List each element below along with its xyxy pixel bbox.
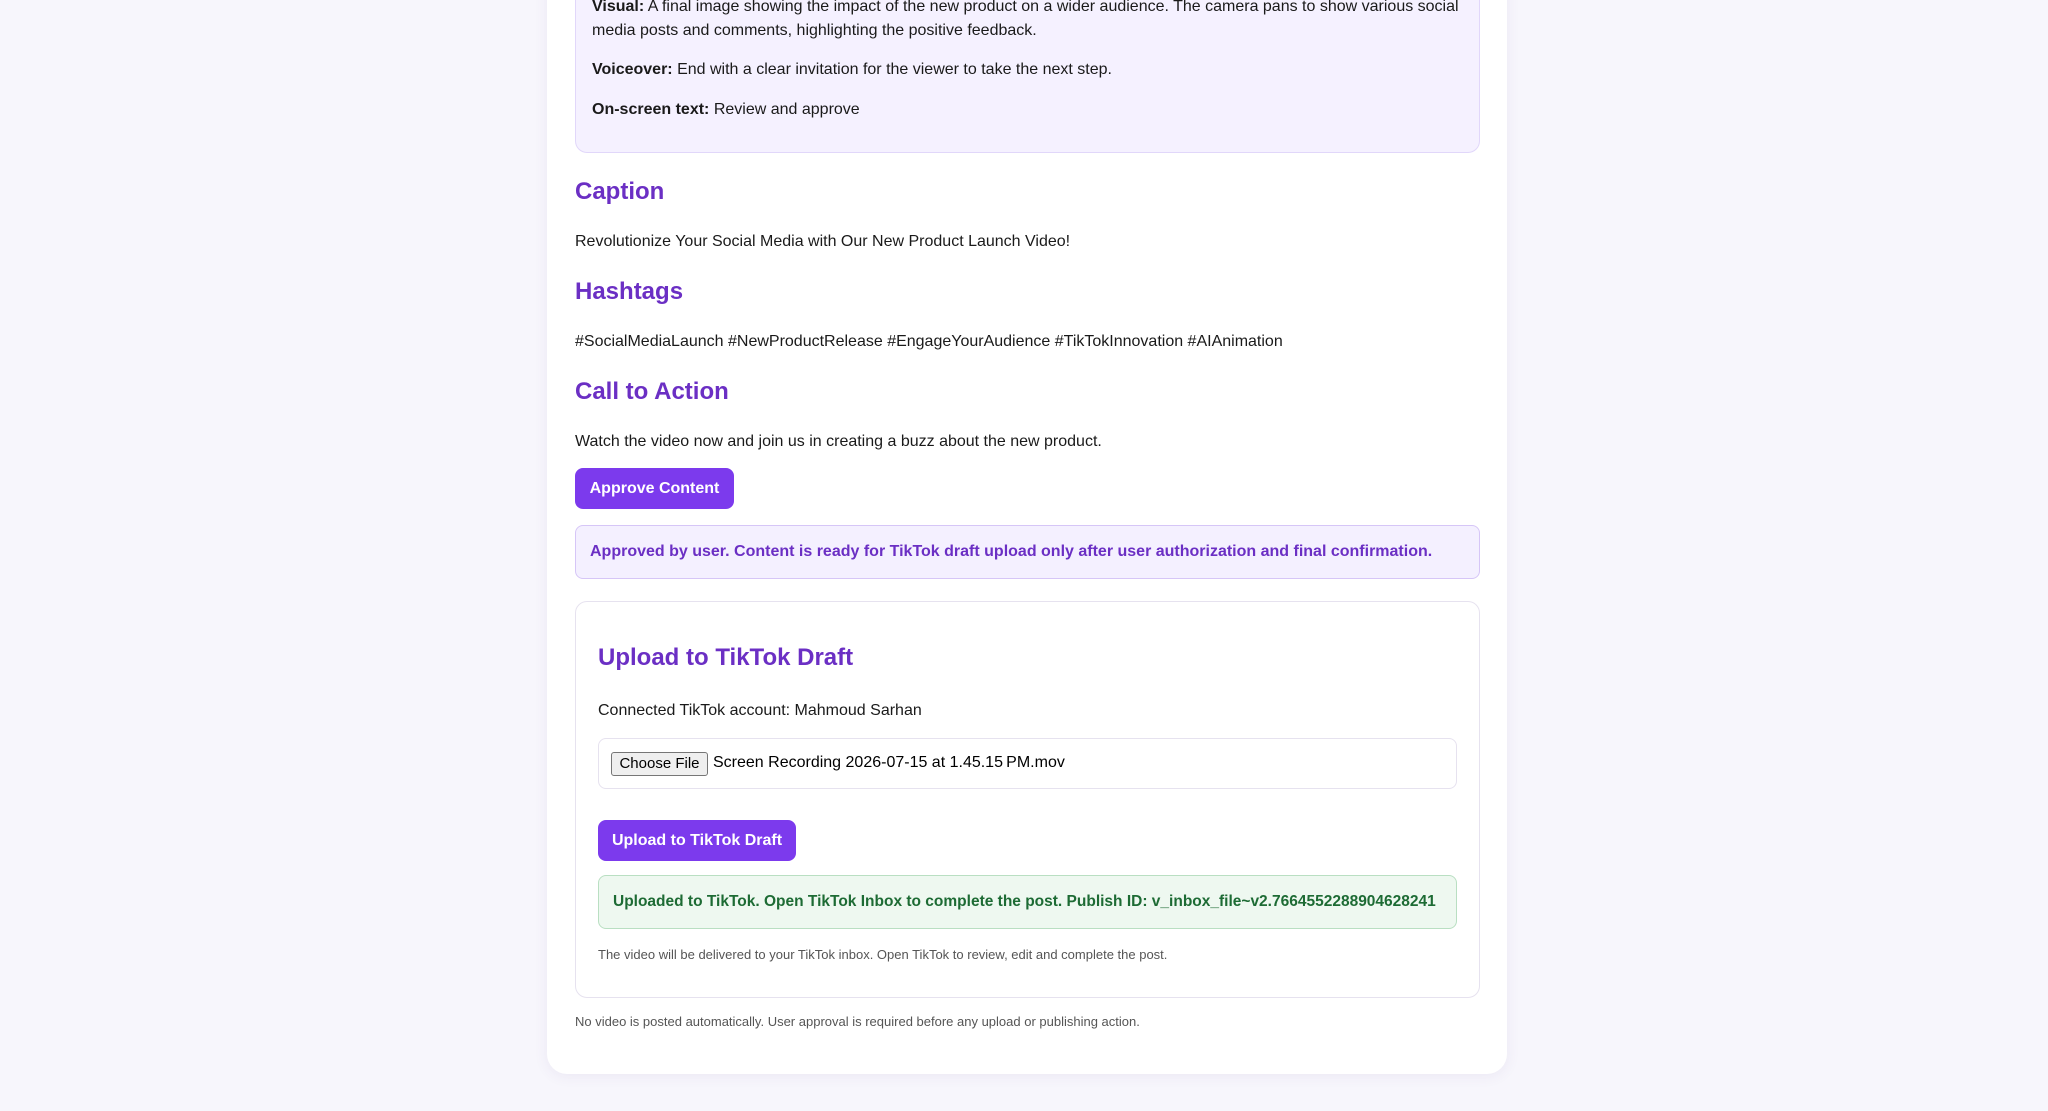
content-card: [547, 0, 1507, 1074]
delivery-note: The video will be delivered to your TikTok inbox. Open TikTok to review, edit and complete the post.: [598, 947, 1168, 962]
visual-text-2: media posts and comments, highlighting the positive feedback.: [592, 22, 1037, 39]
hashtags-text: #SocialMediaLaunch #NewProductRelease #EngageYourAudience #TikTokInnovation #AIAnimation: [575, 333, 1283, 350]
hashtags-heading: Hashtags: [575, 278, 684, 305]
upload-card: [575, 601, 1480, 998]
visual-line-2: [592, 18, 1037, 43]
onscreen-text: Review and approve: [709, 101, 860, 118]
upload-title: Upload to TikTok Draft: [598, 644, 854, 671]
approved-status-banner: Approved by user. Content is ready for TikTok draft upload only after user authorization and final confirmation.: [575, 525, 1480, 579]
visual-text: A final image showing the impact of the new product on a wider audience. The camera pans to show various social: [644, 0, 1459, 15]
onscreen-text-line: [592, 97, 860, 122]
cta-heading: Call to Action: [575, 378, 729, 405]
voiceover-text: End with a clear invitation for the viewer to take the next step.: [672, 61, 1112, 78]
caption-text: Revolutionize Your Social Media with Our New Product Launch Video!: [575, 233, 1071, 250]
upload-draft-button[interactable]: Upload to TikTok Draft: [598, 820, 796, 861]
caption-heading: Caption: [575, 178, 665, 205]
cta-text: Watch the video now and join us in creating a buzz about the new product.: [575, 433, 1102, 450]
onscreen-label: On-screen text:: [592, 101, 710, 118]
visual-label: Visual:: [592, 0, 645, 15]
upload-success-banner: Uploaded to TikTok. Open TikTok Inbox to complete the post. Publish ID: v_inbox_file~v2.7664552288904628241: [598, 875, 1457, 929]
approve-content-button[interactable]: Approve Content: [575, 468, 734, 509]
visual-line: [592, 0, 1459, 19]
selected-file-name: Screen Recording 2026-07-15 at 1.45.15 PM.mov: [713, 754, 1065, 771]
voiceover-line: [592, 57, 1112, 82]
file-input[interactable]: [598, 738, 1457, 789]
connected-account: Connected TikTok account: Mahmoud Sarhan: [598, 702, 922, 719]
choose-file-button[interactable]: Choose File: [611, 752, 708, 776]
footer-note: No video is posted automatically. User approval is required before any upload or publishing action.: [575, 1014, 1140, 1029]
scene-box: [575, 0, 1480, 153]
voiceover-label: Voiceover:: [592, 61, 673, 78]
